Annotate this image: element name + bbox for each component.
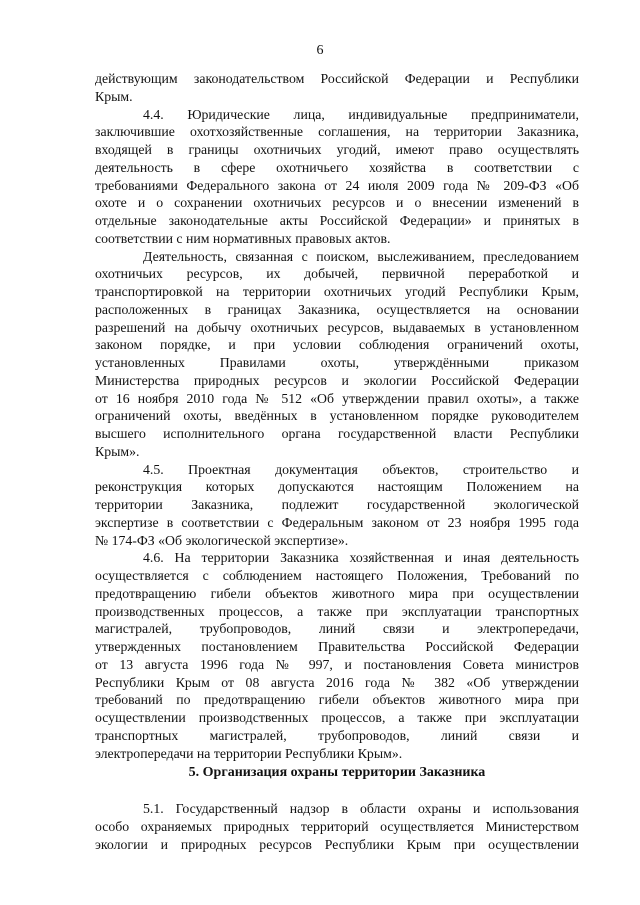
text-line: транспортировкой на территории охотничьих угодий Республики Крым,	[95, 284, 579, 299]
text-line: отдельные законодательные акты Российской Федерации» и принятых в	[95, 213, 579, 228]
text-line: установленных Правилами охоты, утверждёнными приказом	[95, 355, 579, 370]
text-line: предотвращению гибели объектов животного мира при осуществлении	[95, 585, 579, 601]
text-line: от 13 августа 1996 года № 997, и постановления Совета министров	[95, 656, 579, 672]
text-line: от 16 ноября 2010 года № 512 «Об утверждении правил охоты», а также	[95, 390, 579, 406]
text-line: деятельность в сфере охотничьего хозяйства в соответствии с	[95, 159, 579, 175]
text-line: № 174-ФЗ «Об экологической экспертизе».	[95, 532, 349, 548]
text-line: экологии и природных ресурсов Республики Крым при осуществлении	[95, 836, 579, 852]
text-line: реконструкция которых допускаются настоящим Положением на	[95, 479, 579, 495]
text-line: особо охраняемых природных территорий осуществляется Министерством	[95, 818, 579, 834]
text-line: 4.5. Проектная документация объектов, строительство и	[143, 461, 579, 477]
body-text-section-4	[95, 70, 579, 762]
text-line: экспертизе в соответствии с Федеральным законом от 23 ноября 1995 года	[95, 514, 579, 530]
text-line: входящей в границы охотничьих угодий, имеют право осуществлять	[95, 142, 579, 157]
text-line: заключившие охотхозяйственные соглашения, на территории Заказника,	[95, 124, 579, 140]
page-number: 6	[316, 43, 324, 58]
text-line: Республики Крым от 08 августа 2016 года № 382 «Об утверждении	[95, 674, 579, 690]
text-line: действующим законодательством Российской Федерации и Республики	[95, 71, 579, 86]
text-line: осуществляется с соблюдением настоящего Положения, Требований по	[95, 568, 579, 583]
text-line: разрешений на добычу охотничьих ресурсов, выдаваемых в установленном	[95, 319, 579, 335]
text-line: охоте и о сохранении охотничьих ресурсов и о внесении изменений в	[95, 195, 579, 211]
text-line: расположенных в границах Заказника, осуществляется на основании	[95, 301, 579, 317]
text-line: транспортных магистралей, трубопроводов, линий связи и	[95, 727, 579, 743]
text-line: производственных процессов, а также при эксплуатации транспортных	[95, 603, 579, 619]
text-line: 4.4. Юридические лица, индивидуальные предприниматели,	[143, 106, 579, 122]
text-line: законом порядке, и при условии соблюдения ограничений охоты,	[95, 337, 579, 353]
text-line: требованиями Федерального закона от 24 июля 2009 года № 209-ФЗ «Об	[95, 177, 579, 193]
text-line: утвержденных постановлением Правительства Российской Федерации	[95, 639, 579, 654]
text-line: Крым».	[95, 443, 140, 459]
text-line: высшего исполнительного органа государственной власти Республики	[95, 426, 579, 441]
text-line: Министерства природных ресурсов и экологии Российской Федерации	[95, 372, 579, 388]
text-line: территории Заказника, подлежит государственной экологической	[95, 497, 579, 512]
text-line: электропередачи на территории Республики Крым».	[95, 745, 403, 761]
text-line: магистралей, трубопроводов, линий связи и электропередачи,	[95, 621, 579, 637]
text-line: ограничений охоты, введённых в установленном порядке руководителем	[95, 408, 579, 424]
body-text-section-5	[95, 800, 579, 853]
text-line: соответствии с ним нормативных правовых актов.	[95, 230, 391, 246]
section-heading: 5. Организация охраны территории Заказника	[188, 765, 486, 780]
text-line: Крым.	[95, 88, 133, 104]
text-line: осуществлении производственных процессов, а также при эксплуатации	[95, 710, 579, 725]
text-line: Деятельность, связанная с поиском, выслеживанием, преследованием	[143, 248, 579, 264]
text-line: 4.6. На территории Заказника хозяйственная и иная деятельность	[143, 550, 579, 566]
text-line: 5.1. Государственный надзор в области охраны и использования	[143, 801, 579, 816]
text-line: требований по предотвращению гибели объектов животного мира при	[95, 692, 579, 708]
text-line: охотничьих ресурсов, их добычей, первичной переработкой и	[95, 266, 579, 282]
